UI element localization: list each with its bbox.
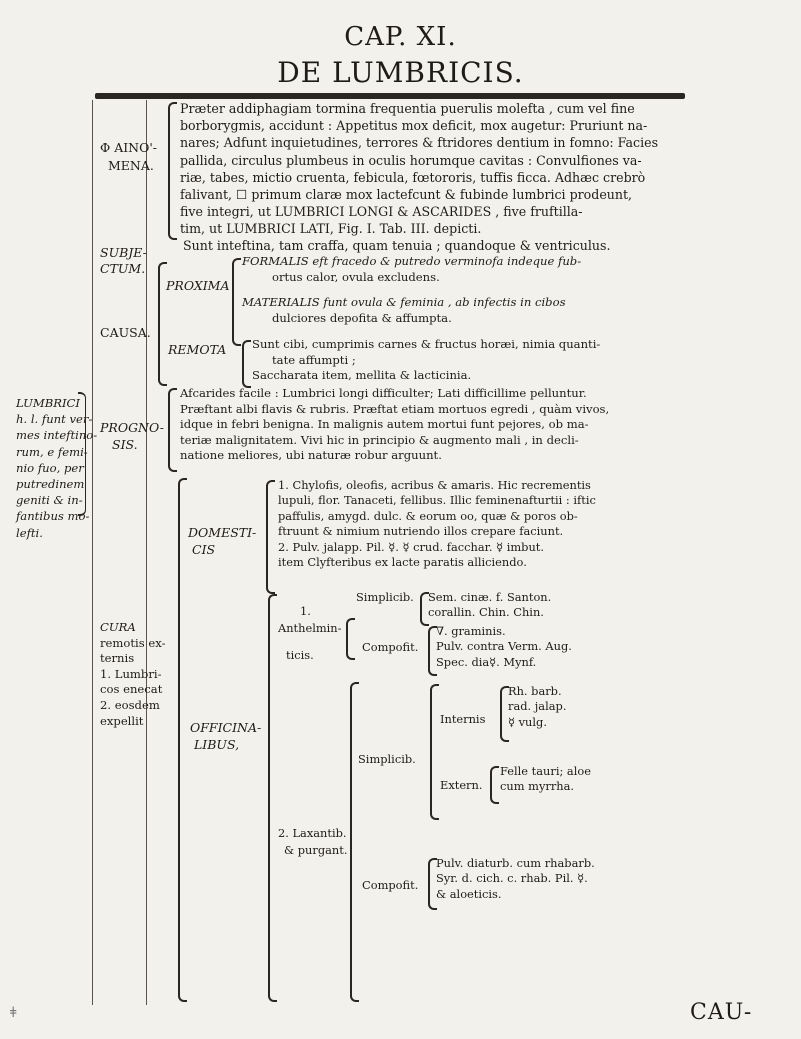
compofit2-label: Compofit. bbox=[362, 878, 419, 892]
extern-items: Felle tauri; aloe cum myrrha. bbox=[500, 764, 591, 794]
remota-text: Sunt cibi, cumprimis carnes & fructus horæi, nimia quanti- tate affumpti ; Saccharata item, mellita & lacticinia. bbox=[252, 337, 601, 383]
compofit2-items: Pulv. diaturb. cum rhabarb. Syr. d. cich. c. rhab. Pil. ☿. & aloeticis. bbox=[436, 856, 595, 901]
compofit-label: Compofit. bbox=[362, 640, 419, 654]
subjectum-label-1: SUBJE- bbox=[100, 245, 147, 260]
cura-brace bbox=[178, 478, 187, 1002]
materialis-text: MATERIALIS funt ovula & feminia , ab infectis in cibos dulciores depofita & affumpta. bbox=[242, 295, 566, 325]
proxima-label: PROXIMA bbox=[166, 278, 230, 293]
formalis-text: FORMALIS eft fracedo & putredo verminofa indeque fub- ortus calor, ovula excludens. bbox=[242, 254, 582, 284]
remota-label: REMOTA bbox=[168, 342, 227, 357]
extern-brace bbox=[490, 766, 499, 804]
officinalibus-label-1: OFFICINA- bbox=[190, 720, 262, 735]
internis-items: Rh. barb. rad. jalap. ☿ vulg. bbox=[508, 684, 567, 729]
cura-label: CURA remotis ex- ternis 1. Lumbri- cos enecat 2. eosdem expellit bbox=[100, 620, 166, 728]
catchword: CAU- bbox=[690, 1000, 753, 1025]
prognosis-label-1: PROGNO- bbox=[100, 420, 164, 435]
phainomena-label-1: Φ AINO'- bbox=[100, 140, 158, 155]
laxantib-brace bbox=[350, 682, 359, 1002]
internis-label: Internis bbox=[440, 712, 486, 726]
domesticis-brace bbox=[266, 480, 275, 594]
simplicib2-label: Simplicib. bbox=[358, 752, 416, 766]
anthelmin-num: 1. bbox=[300, 604, 311, 618]
stray-mark: ǂ bbox=[10, 1005, 17, 1021]
inner-divider-line bbox=[146, 100, 147, 1005]
prognosis-brace bbox=[168, 388, 177, 472]
simplicib2-brace bbox=[430, 684, 439, 820]
side-note-brace bbox=[78, 392, 86, 516]
anthelmin-label-1: Anthelmin- bbox=[278, 621, 342, 635]
officinalibus-label-2: LIBUS, bbox=[194, 737, 240, 752]
prognosis-label-2: SIS. bbox=[112, 437, 138, 452]
officinalibus-brace bbox=[268, 594, 277, 1002]
side-note: LUMBRICI h. l. funt ver- mes inteftino- rum, e femi- nio fuo, per putredinem geniti & in- fantibus mo- lefti. bbox=[16, 396, 98, 540]
outer-divider-line bbox=[92, 100, 93, 1005]
causa-label: CAUSA. bbox=[100, 325, 151, 340]
simplicib-items: Sem. cinæ. f. Santon. corallin. Chin. Chin. bbox=[428, 590, 552, 620]
phainomena-label-2: MENA. bbox=[108, 158, 154, 173]
phainomena-brace bbox=[168, 102, 177, 240]
compofit-items: ∇. graminis. Pulv. contra Verm. Aug. Spec. dia☿. Mynf. bbox=[436, 624, 572, 669]
remota-brace bbox=[242, 340, 251, 388]
phainomena-text: Præter addiphagiam tormina frequentia puerulis molefta , cum vel fine borborygmis, accidunt : Appetitus mox deficit, mox augetur: Pruriunt na- nares; Adfunt inquietudines, terrores & ftridores dentium in fomno: Facies pallida, circulus plumbeus in oculis horumque cavitas : Convulfiones va- riæ, tabes, mictio cruenta, febicula, fœtororis, tuffis ficca. Adhæc crebrò falivant, ☐ primum claræ mox lactefcunt & fubinde lumbrici prodeunt, five integri, ut LUMBRICI LONGI & ASCARIDES , five fruftilla- tim, ut LUMBRICI LATI, Fig. I. Tab. III. depicti. bbox=[180, 101, 659, 237]
domesticis-label-2: CIS bbox=[192, 542, 216, 557]
extern-label: Extern. bbox=[440, 778, 483, 792]
domesticis-text: 1. Chylofis, oleofis, acribus & amaris. Hic recrementis lupuli, flor. Tanaceti, fellibus. Illic feminenafturtii : iftic paffulis, amygd. dulc. & eorum oo, quæ & poros ob- ftruunt & nimium nutriendo illos crepare faciunt. 2. Pulv. jalapp. Pil. ☿. ☿ crud. facchar. ☿ imbut. item Clyfteribus ex lacte paratis alliciendo. bbox=[278, 478, 596, 570]
anthelmin-label-2: ticis. bbox=[286, 648, 314, 662]
chapter-number: CAP. XI. bbox=[344, 22, 457, 52]
simplicib-label: Simplicib. bbox=[356, 590, 414, 604]
laxantib-label-2: & purgant. bbox=[284, 843, 348, 857]
chapter-title: DE LUMBRICIS. bbox=[277, 56, 524, 89]
subjectum-text: Sunt inteftina, tam craffa, quam tenuia ; quandoque & ventriculus. bbox=[183, 238, 611, 253]
domesticis-label-1: DOMESTI- bbox=[188, 525, 257, 540]
proxima-brace bbox=[232, 258, 241, 346]
header-rule bbox=[95, 93, 685, 99]
subjectum-label-2: CTUM. bbox=[100, 261, 146, 276]
anthelmin-brace bbox=[346, 618, 355, 660]
laxantib-label-1: 2. Laxantib. bbox=[278, 826, 347, 840]
prognosis-text: Afcarides facile : Lumbrici longi difficulter; Lati difficillime pelluntur. Præftant albi flavis & rubris. Præftat etiam mortuos egredi , quàm vivos, idque in febri benigna. In malignis autem mortui funt pejores, ob ma- teriæ malignitatem. Vivi hic in principio & augmento mali , in decli- natione meliores, ubi naturæ robur arguunt. bbox=[180, 386, 610, 463]
